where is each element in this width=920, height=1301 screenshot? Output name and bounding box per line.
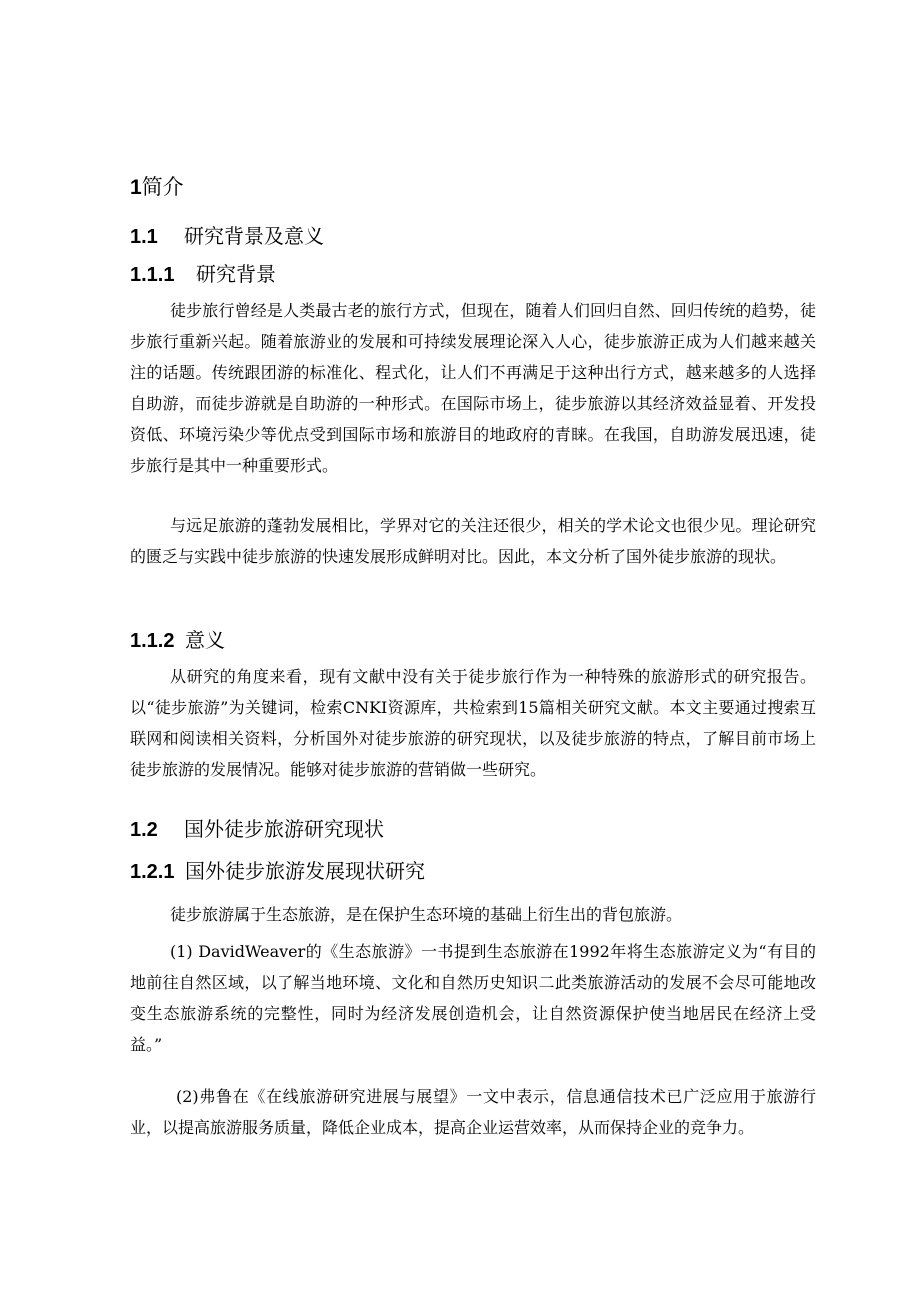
paragraph-significance: 从研究的角度来看，现有文献中没有关于徒步旅行作为一种特殊的旅游形式的研究报告。以“徒步旅游”为关键词，检索CNKI资源库，共检索到15篇相关研究文献。本文主要通过搜索互联网和阅读相关资料，分析国外对徒步旅游的研究现状，以及徒步旅游的特点，了解目前市场上徒步旅游的发展情况。能够对徒步旅游的营销做一些研究。 — [130, 667, 816, 779]
heading-1-1-2 — [130, 630, 225, 651]
heading-number: 1 — [130, 176, 142, 199]
heading-number: 1.2 — [130, 819, 158, 841]
paragraph-research-gap: 与远足旅游的蓬勃发展相比，学界对它的关注还很少，相关的学术论文也很少见。理论研究的匮乏与实践中徒步旅游的快速发展形成鲜明对比。因此，本文分析了国外徒步旅游的现状。 — [130, 516, 816, 566]
heading-number: 1.2.1 — [130, 861, 175, 883]
heading-1-1-1 — [130, 264, 276, 285]
heading-title: 简介 — [141, 175, 184, 199]
paragraph-ecotourism: 徒步旅游属于生态旅游，是在保护生态环境的基础上衍生出的背包旅游。 — [170, 905, 683, 924]
heading-number: 1.1 — [130, 226, 158, 248]
heading-number: 1.1.1 — [130, 264, 175, 286]
heading-1-1 — [130, 226, 324, 247]
paragraph-weaver: (1) DavidWeaver的《生态旅游》一书提到生态旅游在1992年将生态旅游定义为“有目的地前往自然区域，以了解当地环境、文化和自然历史知识二此类旅游活动的发展不会尽可能地改变生态旅游系统的完整性，同时为经济发展创造机会，让自然资源保护使当地居民在经济上受益。” — [130, 942, 816, 1054]
heading-1-2 — [130, 819, 384, 840]
heading-number: 1.1.2 — [130, 630, 175, 652]
heading-title: 意义 — [185, 628, 225, 652]
heading-title: 研究背景及意义 — [184, 224, 324, 248]
paragraph-background: 徒步旅行曾经是人类最古老的旅行方式，但现在，随着人们回归自然、回归传统的趋势，徒步旅行重新兴起。随着旅游业的发展和可持续发展理论深入人心，徒步旅游正成为人们越来越关注的话题。传统跟团游的标准化、程式化，让人们不再满足于这种出行方式，越来越多的人选择自助游，而徒步游就是自助游的一种形式。在国际市场上，徒步旅游以其经济效益显着、开发投资低、环境污染少等优点受到国际市场和旅游目的地政府的青睐。在我国，自助游发展迅速，徒步旅行是其中一种重要形式。 — [130, 301, 816, 475]
heading-title: 国外徒步旅游研究现状 — [184, 817, 384, 841]
heading-title: 国外徒步旅游发展现状研究 — [185, 859, 425, 883]
heading-title: 研究背景 — [196, 262, 276, 286]
paragraph-fulu: (2)弗鲁在《在线旅游研究进展与展望》一文中表示，信息通信技术已广泛应用于旅游行业，以提高旅游服务质量，降低企业成本，提高企业运营效率，从而保持企业的竞争力。 — [130, 1087, 816, 1137]
heading-1-2-1 — [130, 861, 425, 882]
heading-1 — [130, 177, 184, 198]
